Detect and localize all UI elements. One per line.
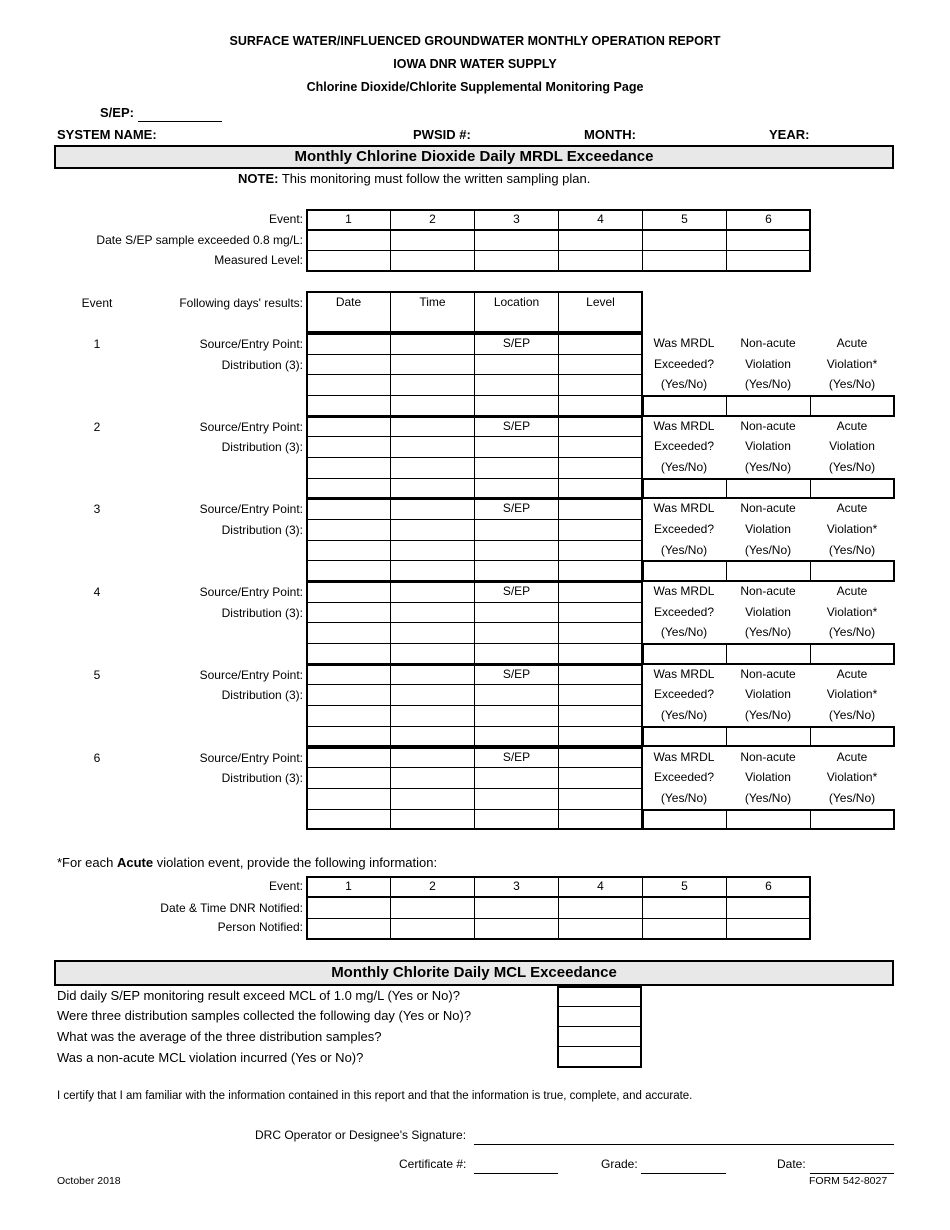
followup-data-cell[interactable] xyxy=(390,395,475,417)
followup-data-cell[interactable] xyxy=(558,643,643,665)
source-entry-label: Source/Entry Point: xyxy=(199,585,303,600)
followup-data-cell[interactable] xyxy=(306,664,391,686)
acute-event-label: Event: xyxy=(268,879,303,893)
date-exceeded-cell[interactable] xyxy=(726,230,811,251)
followup-column-header: Date xyxy=(306,291,391,333)
event-number-label: 1 xyxy=(93,337,101,351)
followup-column-header: Location xyxy=(474,291,559,333)
violation-question-label: Violation* xyxy=(826,356,878,371)
followup-data-cell[interactable] xyxy=(474,478,559,500)
violation-question-label: Was MRDL xyxy=(653,666,715,681)
followup-data-cell[interactable] xyxy=(390,705,475,727)
acute-event-number-cell: 4 xyxy=(558,876,643,898)
chlorite-answer-2[interactable] xyxy=(557,1006,642,1027)
followup-data-cell[interactable] xyxy=(306,622,391,644)
measured-level-cell[interactable] xyxy=(642,250,727,272)
violation-question-label: Violation xyxy=(745,439,791,454)
violation-answer-cell[interactable] xyxy=(726,478,811,500)
event-number-cell: 5 xyxy=(642,209,727,231)
followup-data-cell[interactable] xyxy=(474,705,559,727)
violation-question-label: (Yes/No) xyxy=(660,460,708,475)
followup-column-header: Time xyxy=(390,291,475,333)
followup-data-cell[interactable] xyxy=(390,416,475,438)
violation-question-label: (Yes/No) xyxy=(828,625,876,640)
distribution-label: Distribution (3): xyxy=(221,771,303,786)
followup-data-cell[interactable] xyxy=(390,726,475,748)
acute-event-number-cell: 6 xyxy=(726,876,811,898)
measured-level-cell[interactable] xyxy=(474,250,559,272)
event-number-label: 3 xyxy=(93,502,101,517)
page-subtitle: Chlorine Dioxide/Chlorite Supplemental Monitoring Page xyxy=(306,80,644,94)
violation-question-label: Violation* xyxy=(826,687,878,702)
violation-answer-cell[interactable] xyxy=(642,809,727,831)
violation-question-label: (Yes/No) xyxy=(828,460,876,475)
violation-question-label: Violation xyxy=(829,439,875,454)
violation-question-label: Exceeded? xyxy=(653,439,715,454)
violation-answer-cell[interactable] xyxy=(642,726,727,748)
measured-level-label: Measured Level: xyxy=(214,253,303,267)
followup-data-cell[interactable] xyxy=(558,333,643,355)
followup-data-cell[interactable] xyxy=(558,602,643,624)
followup-data-cell[interactable] xyxy=(558,395,643,417)
followup-data-cell[interactable] xyxy=(474,374,559,396)
followup-data-cell[interactable] xyxy=(558,664,643,686)
violation-question-label: (Yes/No) xyxy=(660,790,708,805)
violation-question-label: Exceeded? xyxy=(653,770,715,785)
followup-data-cell[interactable] xyxy=(390,622,475,644)
certificate-label: Certificate #: xyxy=(399,1157,467,1171)
followup-data-cell[interactable] xyxy=(474,767,559,789)
followup-data-cell[interactable] xyxy=(306,788,391,810)
violation-answer-cell[interactable] xyxy=(726,395,811,417)
violation-question-label: (Yes/No) xyxy=(828,708,876,723)
violation-question-label: Acute xyxy=(836,584,868,599)
source-entry-label: Source/Entry Point: xyxy=(199,667,303,682)
violation-answer-cell[interactable] xyxy=(642,560,727,582)
followup-data-cell[interactable] xyxy=(306,395,391,417)
violation-question-label: (Yes/No) xyxy=(828,542,876,557)
followup-data-cell[interactable] xyxy=(474,622,559,644)
location-sep-cell: S/EP xyxy=(474,581,559,603)
dnr-notified-cell[interactable] xyxy=(642,897,727,919)
violation-question-label: Violation* xyxy=(826,522,878,537)
dnr-notified-cell[interactable] xyxy=(390,897,475,919)
violation-answer-cell[interactable] xyxy=(726,560,811,582)
note-body: This monitoring must follow the written sampling plan. xyxy=(278,171,591,186)
violation-answer-cell[interactable] xyxy=(810,560,895,582)
event-number-cell: 2 xyxy=(390,209,475,231)
followup-data-cell[interactable] xyxy=(558,684,643,706)
followup-data-cell[interactable] xyxy=(390,664,475,686)
violation-question-label: Exceeded? xyxy=(653,687,715,702)
event-row-label: Event: xyxy=(268,212,303,226)
person-notified-cell[interactable] xyxy=(726,918,811,940)
date-exceeded-label: Date S/EP sample exceeded 0.8 mg/L: xyxy=(96,233,303,247)
sep-field[interactable] xyxy=(138,104,222,122)
agency-title: IOWA DNR WATER SUPPLY xyxy=(393,57,557,71)
violation-answer-cell[interactable] xyxy=(810,643,895,665)
note-bold: NOTE: xyxy=(238,171,279,186)
acute-intro-post: violation event, provide the following information: xyxy=(153,855,438,870)
violation-question-label: (Yes/No) xyxy=(744,460,792,475)
form-number: FORM 542-8027 xyxy=(809,1175,888,1187)
sep-label: S/EP: xyxy=(100,105,134,120)
followup-data-cell[interactable] xyxy=(558,374,643,396)
source-entry-label: Source/Entry Point: xyxy=(199,337,303,351)
signature-label: DRC Operator or Designee's Signature: xyxy=(255,1128,467,1142)
followup-data-cell[interactable] xyxy=(474,560,559,582)
acute-event-number-cell: 2 xyxy=(390,876,475,898)
violation-question-label: Non-acute xyxy=(740,418,796,433)
followup-data-cell[interactable] xyxy=(390,747,475,769)
followup-data-cell[interactable] xyxy=(558,767,643,789)
violation-question-label: (Yes/No) xyxy=(828,377,876,392)
violation-question-label: Non-acute xyxy=(740,501,796,516)
followup-data-cell[interactable] xyxy=(306,747,391,769)
violation-question-label: (Yes/No) xyxy=(744,377,792,392)
followup-data-cell[interactable] xyxy=(306,726,391,748)
violation-question-label: (Yes/No) xyxy=(744,708,792,723)
followup-data-cell[interactable] xyxy=(558,540,643,562)
person-notified-label: Person Notified: xyxy=(217,920,303,934)
chlorite-question-4: Was a non-acute MCL violation incurred (Yes or No)? xyxy=(57,1050,364,1065)
followup-data-cell[interactable] xyxy=(558,622,643,644)
followup-data-cell[interactable] xyxy=(390,809,475,831)
followup-data-cell[interactable] xyxy=(558,478,643,500)
chlorite-answer-4[interactable] xyxy=(557,1046,642,1068)
date-exceeded-cell[interactable] xyxy=(390,230,475,251)
person-notified-cell[interactable] xyxy=(474,918,559,940)
followup-data-cell[interactable] xyxy=(474,395,559,417)
followup-data-cell[interactable] xyxy=(390,602,475,624)
followup-data-cell[interactable] xyxy=(474,684,559,706)
followup-data-cell[interactable] xyxy=(558,498,643,520)
violation-answer-cell[interactable] xyxy=(810,478,895,500)
acute-event-number-cell: 5 xyxy=(642,876,727,898)
grade-label: Grade: xyxy=(601,1157,638,1171)
followup-data-cell[interactable] xyxy=(474,643,559,665)
date-label: Date: xyxy=(777,1157,806,1171)
year-label: YEAR: xyxy=(769,127,810,142)
violation-question-label: Was MRDL xyxy=(653,336,715,350)
followup-data-cell[interactable] xyxy=(306,374,391,396)
violation-answer-cell[interactable] xyxy=(726,809,811,831)
violation-question-label: (Yes/No) xyxy=(660,377,708,392)
violation-answer-cell[interactable] xyxy=(726,643,811,665)
violation-question-label: Acute xyxy=(836,666,868,681)
followup-data-cell[interactable] xyxy=(306,767,391,789)
location-sep-cell: S/EP xyxy=(474,498,559,520)
acute-event-number-cell: 1 xyxy=(306,876,391,898)
event-number-cell: 4 xyxy=(558,209,643,231)
followup-column-header: Level xyxy=(558,291,643,333)
source-entry-label: Source/Entry Point: xyxy=(199,419,303,434)
violation-question-label: (Yes/No) xyxy=(660,708,708,723)
following-days-label: Following days' results: xyxy=(179,296,303,310)
followup-data-cell[interactable] xyxy=(306,436,391,458)
followup-data-cell[interactable] xyxy=(474,436,559,458)
event-number-label: 2 xyxy=(93,419,101,434)
person-notified-cell[interactable] xyxy=(306,918,391,940)
followup-data-cell[interactable] xyxy=(306,333,391,355)
followup-data-cell[interactable] xyxy=(306,602,391,624)
violation-question-label: Was MRDL xyxy=(653,501,715,516)
violation-question-label: (Yes/No) xyxy=(660,542,708,557)
acute-intro-bold: Acute xyxy=(116,855,154,870)
violation-question-label: (Yes/No) xyxy=(828,790,876,805)
location-sep-cell: S/EP xyxy=(474,747,559,769)
followup-data-cell[interactable] xyxy=(306,354,391,376)
dnr-notified-cell[interactable] xyxy=(474,897,559,919)
followup-data-cell[interactable] xyxy=(306,705,391,727)
followup-data-cell[interactable] xyxy=(306,540,391,562)
date-exceeded-cell[interactable] xyxy=(474,230,559,251)
report-title: SURFACE WATER/INFLUENCED GROUNDWATER MONTHLY OPERATION REPORT xyxy=(229,34,721,48)
followup-data-cell[interactable] xyxy=(390,478,475,500)
violation-question-label: Non-acute xyxy=(740,336,796,350)
violation-question-label: (Yes/No) xyxy=(744,790,792,805)
violation-question-label: Violation* xyxy=(826,604,878,619)
chlorite-answer-3[interactable] xyxy=(557,1026,642,1047)
followup-data-cell[interactable] xyxy=(558,705,643,727)
violation-question-label: Violation xyxy=(745,522,791,537)
violation-question-label: Non-acute xyxy=(740,666,796,681)
dnr-notified-label: Date & Time DNR Notified: xyxy=(160,901,303,915)
event-number-label: 6 xyxy=(93,750,101,765)
system-name-label: SYSTEM NAME: xyxy=(57,127,157,142)
violation-question-label: Was MRDL xyxy=(653,418,715,433)
measured-level-cell[interactable] xyxy=(390,250,475,272)
event-column-header: Event xyxy=(81,296,113,310)
date-exceeded-cell[interactable] xyxy=(306,230,391,251)
location-sep-cell: S/EP xyxy=(474,416,559,438)
person-notified-cell[interactable] xyxy=(390,918,475,940)
date-field[interactable] xyxy=(810,1157,894,1174)
source-entry-label: Source/Entry Point: xyxy=(199,502,303,517)
followup-data-cell[interactable] xyxy=(390,498,475,520)
violation-question-label: Violation xyxy=(745,356,791,371)
followup-data-cell[interactable] xyxy=(306,560,391,582)
followup-data-cell[interactable] xyxy=(558,747,643,769)
chlorite-question-3: What was the average of the three distribution samples? xyxy=(57,1029,382,1044)
month-label: MONTH: xyxy=(584,127,636,142)
violation-answer-cell[interactable] xyxy=(810,395,895,417)
violation-question-label: Exceeded? xyxy=(653,356,715,371)
violation-answer-cell[interactable] xyxy=(810,726,895,748)
followup-data-cell[interactable] xyxy=(390,560,475,582)
person-notified-cell[interactable] xyxy=(642,918,727,940)
violation-question-label: Exceeded? xyxy=(653,522,715,537)
violation-question-label: Acute xyxy=(836,418,868,433)
violation-question-label: Violation xyxy=(745,770,791,785)
violation-question-label: Violation xyxy=(745,604,791,619)
violation-question-label: Acute xyxy=(836,336,868,350)
violation-question-label: Exceeded? xyxy=(653,604,715,619)
event-number-cell: 6 xyxy=(726,209,811,231)
dnr-notified-cell[interactable] xyxy=(306,897,391,919)
followup-data-cell[interactable] xyxy=(558,560,643,582)
followup-data-cell[interactable] xyxy=(390,457,475,479)
followup-data-cell[interactable] xyxy=(558,519,643,541)
violation-question-label: Acute xyxy=(836,749,868,764)
violation-question-label: (Yes/No) xyxy=(660,625,708,640)
person-notified-cell[interactable] xyxy=(558,918,643,940)
violation-answer-cell[interactable] xyxy=(642,395,727,417)
location-sep-cell: S/EP xyxy=(474,333,559,355)
followup-data-cell[interactable] xyxy=(390,436,475,458)
acute-event-number-cell: 3 xyxy=(474,876,559,898)
distribution-label: Distribution (3): xyxy=(221,688,303,703)
violation-question-label: Non-acute xyxy=(740,749,796,764)
followup-data-cell[interactable] xyxy=(390,519,475,541)
chlorite-section-banner: Monthly Chlorite Daily MCL Exceedance xyxy=(54,960,894,986)
dnr-notified-cell[interactable] xyxy=(558,897,643,919)
followup-data-cell[interactable] xyxy=(474,519,559,541)
followup-data-cell[interactable] xyxy=(390,581,475,603)
followup-data-cell[interactable] xyxy=(474,809,559,831)
followup-data-cell[interactable] xyxy=(474,354,559,376)
distribution-label: Distribution (3): xyxy=(221,523,303,538)
note-text xyxy=(238,171,590,186)
followup-data-cell[interactable] xyxy=(558,457,643,479)
location-sep-cell: S/EP xyxy=(474,664,559,686)
followup-data-cell[interactable] xyxy=(306,684,391,706)
violation-question-label: Violation xyxy=(745,687,791,702)
followup-data-cell[interactable] xyxy=(306,809,391,831)
followup-data-cell[interactable] xyxy=(306,457,391,479)
distribution-label: Distribution (3): xyxy=(221,357,303,372)
followup-data-cell[interactable] xyxy=(474,788,559,810)
followup-data-cell[interactable] xyxy=(306,519,391,541)
pwsid-label: PWSID #: xyxy=(413,127,471,142)
measured-level-cell[interactable] xyxy=(726,250,811,272)
followup-data-cell[interactable] xyxy=(474,602,559,624)
chlorite-answer-1[interactable] xyxy=(557,986,642,1007)
followup-data-cell[interactable] xyxy=(306,581,391,603)
followup-data-cell[interactable] xyxy=(390,354,475,376)
event-number-label: 4 xyxy=(93,585,101,600)
violation-answer-cell[interactable] xyxy=(726,726,811,748)
violation-answer-cell[interactable] xyxy=(642,478,727,500)
followup-data-cell[interactable] xyxy=(390,374,475,396)
measured-level-cell[interactable] xyxy=(306,250,391,272)
followup-data-cell[interactable] xyxy=(306,416,391,438)
violation-answer-cell[interactable] xyxy=(642,643,727,665)
violation-answer-cell[interactable] xyxy=(810,809,895,831)
certificate-field[interactable] xyxy=(474,1157,558,1174)
followup-data-cell[interactable] xyxy=(390,333,475,355)
mrdl-section-banner: Monthly Chlorine Dioxide Daily MRDL Exceedance xyxy=(54,145,894,169)
violation-question-label: Non-acute xyxy=(740,584,796,599)
violation-question-label: Was MRDL xyxy=(653,584,715,599)
chlorite-question-2: Were three distribution samples collected the following day (Yes or No)? xyxy=(57,1008,472,1023)
event-number-cell: 1 xyxy=(306,209,391,231)
followup-data-cell[interactable] xyxy=(306,643,391,665)
chlorite-question-1: Did daily S/EP monitoring result exceed MCL of 1.0 mg/L (Yes or No)? xyxy=(57,988,460,1003)
event-number-label: 5 xyxy=(93,667,101,682)
signature-field[interactable] xyxy=(474,1128,894,1145)
followup-data-cell[interactable] xyxy=(390,767,475,789)
followup-data-cell[interactable] xyxy=(558,581,643,603)
certification-statement: I certify that I am familiar with the information contained in this report and that the information is true, complete, and accurate. xyxy=(57,1090,693,1102)
followup-data-cell[interactable] xyxy=(474,457,559,479)
event-number-cell: 3 xyxy=(474,209,559,231)
followup-data-cell[interactable] xyxy=(558,416,643,438)
grade-field[interactable] xyxy=(641,1157,726,1174)
followup-data-cell[interactable] xyxy=(390,540,475,562)
measured-level-cell[interactable] xyxy=(558,250,643,272)
followup-data-cell[interactable] xyxy=(390,788,475,810)
violation-question-label: Acute xyxy=(836,501,868,516)
distribution-label: Distribution (3): xyxy=(221,440,303,455)
followup-data-cell[interactable] xyxy=(558,354,643,376)
violation-question-label: (Yes/No) xyxy=(744,625,792,640)
followup-data-cell[interactable] xyxy=(390,684,475,706)
followup-data-cell[interactable] xyxy=(558,809,643,831)
followup-data-cell[interactable] xyxy=(390,643,475,665)
acute-intro xyxy=(57,855,437,870)
violation-question-label: (Yes/No) xyxy=(744,542,792,557)
followup-data-cell[interactable] xyxy=(558,436,643,458)
followup-data-cell[interactable] xyxy=(558,788,643,810)
date-exceeded-cell[interactable] xyxy=(642,230,727,251)
source-entry-label: Source/Entry Point: xyxy=(199,750,303,765)
footer-date: October 2018 xyxy=(57,1175,121,1187)
date-exceeded-cell[interactable] xyxy=(558,230,643,251)
distribution-label: Distribution (3): xyxy=(221,605,303,620)
acute-intro-pre: *For each xyxy=(57,855,117,870)
followup-data-cell[interactable] xyxy=(474,726,559,748)
violation-question-label: Violation* xyxy=(826,770,878,785)
dnr-notified-cell[interactable] xyxy=(726,897,811,919)
followup-data-cell[interactable] xyxy=(558,726,643,748)
followup-data-cell[interactable] xyxy=(306,498,391,520)
followup-data-cell[interactable] xyxy=(306,478,391,500)
followup-data-cell[interactable] xyxy=(474,540,559,562)
violation-question-label: Was MRDL xyxy=(653,749,715,764)
